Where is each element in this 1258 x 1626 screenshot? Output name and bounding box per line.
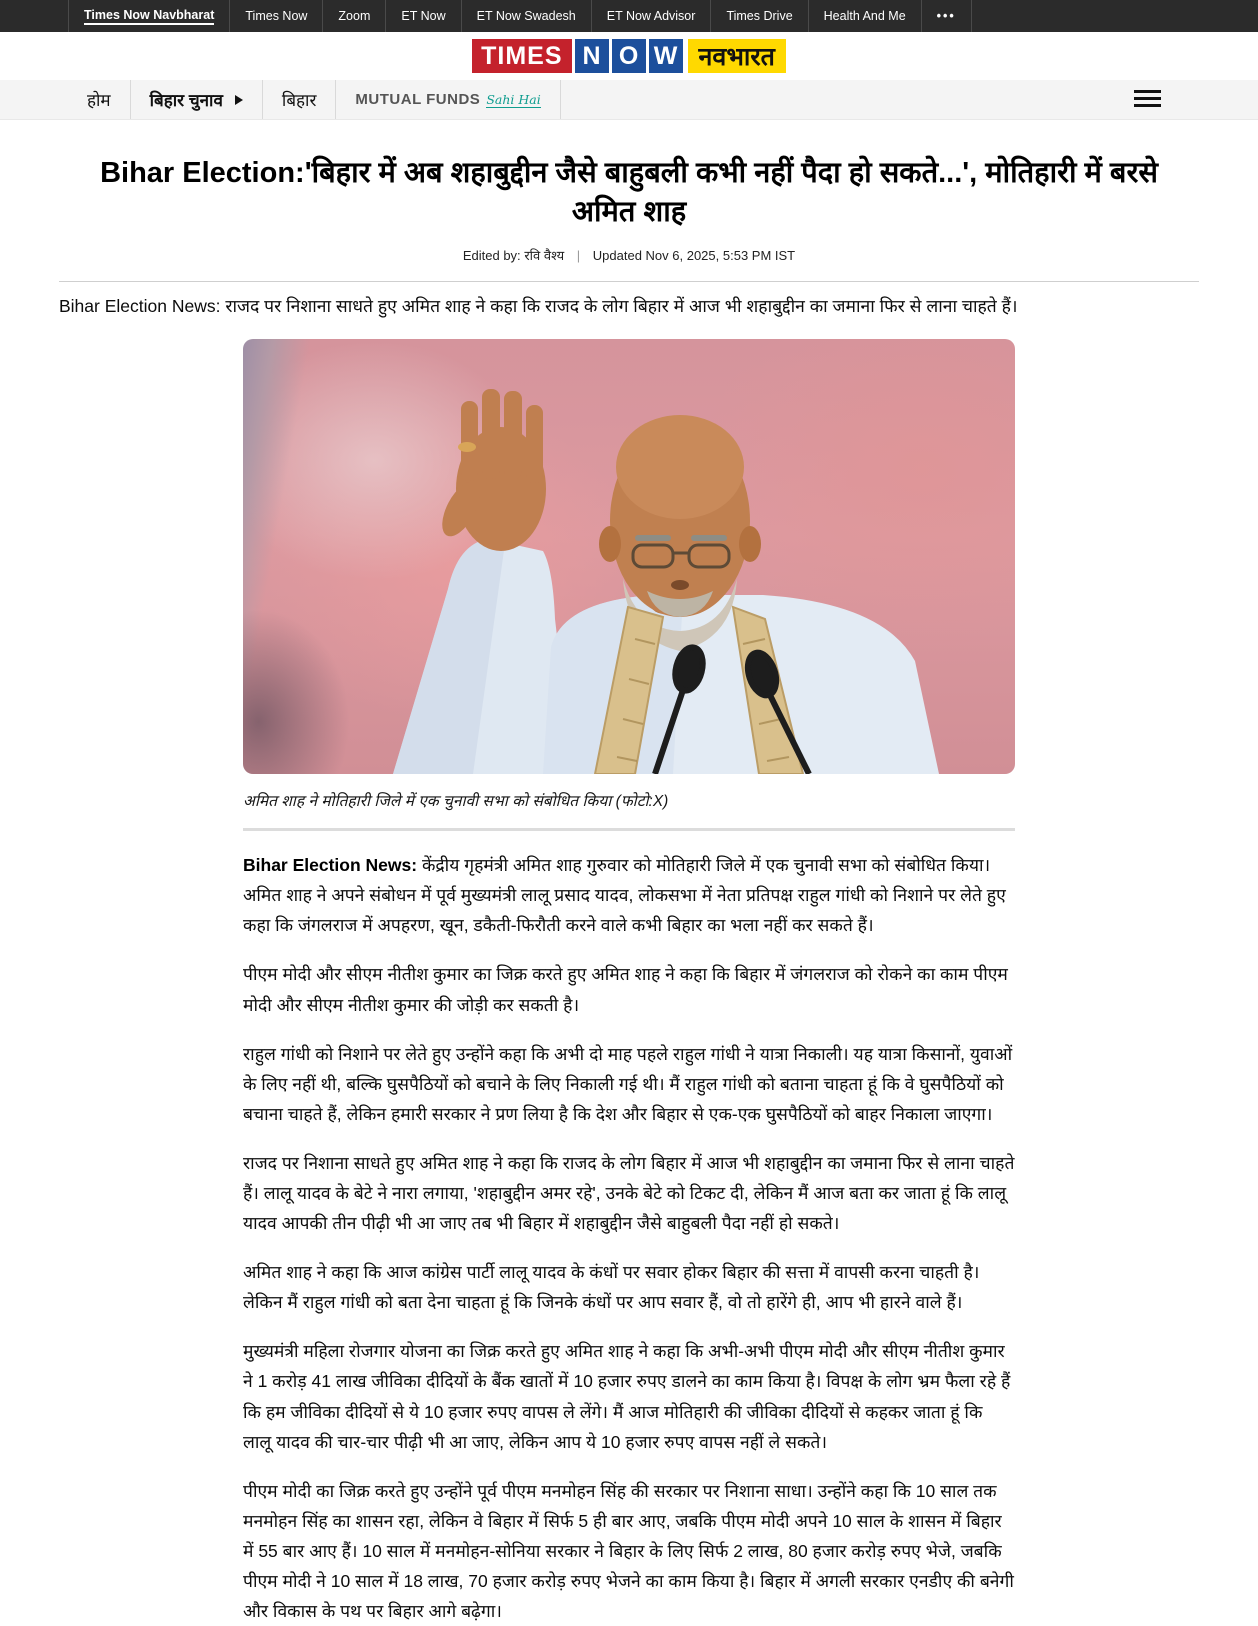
summary-label: Bihar Election News: — [59, 296, 221, 316]
divider — [243, 828, 1015, 831]
logo-times-block: TIMES — [472, 39, 571, 73]
topnav-et-now[interactable] — [386, 0, 461, 32]
topnav-times-drive[interactable] — [711, 0, 808, 32]
logo-w-block: W — [649, 39, 683, 73]
topnav-label: ET Now Swadesh — [476, 9, 576, 23]
logo-n-block: N — [575, 39, 609, 73]
topnav-times-now[interactable] — [230, 0, 323, 32]
article-body — [243, 339, 1015, 1626]
lead-text: केंद्रीय गृहमंत्री अमित शाह गुरुवार को मोतिहारी जिले में एक चुनावी सभा को संबोधित किया। अमित शाह ने अपने संबोधन में पूर्व मुख्यमंत्री लालू प्रसाद यादव, लोकसभा में नेता प्रतिपक्ष राहुल गांधी को निशाने पर लेते हुए कहा कि जंगलराज में अपहरण, खून, डकैती-फिरौती करने वाले कभी बिहार का भला नहीं कर सकते हैं। — [243, 855, 1006, 936]
topnav-et-now-swadesh[interactable] — [462, 0, 592, 32]
article-paragraph: राजद पर निशाना साधते हुए अमित शाह ने कहा कि राजद के लोग बिहार में आज भी शहाबुद्दीन का जमाना फिर से लाना चाहते हैं। लालू यादव के बेटे ने नारा लगाया, 'शहाबुद्दीन अमर रहे', उनके बेटे को टिकट दी, लेकिन मैं आज बता कर जाता हूं कि लालू यादव आपकी तीन पीढ़ी भी आ जाए तब भी बिहार में शहाबुद्दीन जैसे बाहुबली पैदा नहीं हो सकते। — [243, 1152, 1015, 1234]
byline — [59, 246, 1199, 264]
article-title: Bihar Election:'बिहार में अब शहाबुद्दीन जैसे बाहुबली कभी नहीं पैदा हो सकते...', मोतिहारी में बरसे अमित शाह — [100, 157, 1158, 228]
summary-text: राजद पर निशाना साधते हुए अमित शाह ने कहा कि राजद के लोग बिहार में आज भी शहाबुद्दीन का जमाना फिर से लाना चाहते हैं। — [225, 296, 1018, 316]
brand-logo[interactable] — [472, 39, 786, 73]
edited-by-label: Edited by: — [462, 248, 521, 263]
byline-separator: | — [576, 248, 581, 263]
chevron-right-icon — [235, 95, 243, 105]
article — [59, 154, 1199, 1626]
article-summary — [59, 293, 1199, 320]
hamburger-menu-icon[interactable] — [1134, 90, 1161, 110]
topnav-et-now-advisor[interactable] — [592, 0, 712, 32]
topnav-times-now-navbharat[interactable] — [68, 0, 230, 32]
masthead — [0, 32, 1258, 80]
topnav-label: ET Now Advisor — [606, 9, 696, 23]
topnav-label: Zoom — [338, 9, 371, 23]
article-paragraph — [243, 850, 1015, 940]
speaker-illustration — [243, 339, 1015, 774]
nav-label: बिहार चुनाव — [149, 91, 223, 110]
nav-label: बिहार — [281, 91, 317, 110]
network-bar — [0, 0, 1258, 32]
image-caption: अमित शाह ने मोतिहारी जिले में एक चुनावी सभा को संबोधित किया (फोटो:X) — [243, 793, 669, 811]
author-name: रवि वैश्य — [524, 248, 565, 263]
topnav-health-and-me[interactable] — [809, 0, 922, 32]
nav-item-bihar-chunav[interactable] — [131, 80, 263, 119]
mutual-funds-label: MUTUAL FUNDS — [355, 91, 481, 108]
article-paragraph: राहुल गांधी को निशाने पर लेते हुए उन्होंने कहा कि अभी दो माह पहले राहुल गांधी ने यात्रा निकाली। यह यात्रा किसानों, युवाओं के लिए नहीं थी, बल्कि घुसपैठियों को बचाने के लिए निकाली गई थी। मैं राहुल गांधी को बताना चाहता हूं कि वे घुसपैठियों को बचाना चाहते हैं, लेकिन हमारी सरकार ने प्रण लिया है कि देश और बिहार से एक-एक घुसपैठियों को बाहर निकाला जाएगा। — [243, 1043, 1013, 1124]
nav-item-bihar[interactable] — [263, 80, 337, 119]
logo-o-block: O — [612, 39, 646, 73]
section-nav — [0, 80, 1258, 120]
topnav-zoom[interactable] — [323, 0, 386, 32]
nav-item-home[interactable] — [68, 80, 131, 119]
more-menu-icon[interactable] — [922, 0, 972, 32]
more-dots: ••• — [936, 9, 956, 23]
article-paragraph: पीएम मोदी और सीएम नीतीश कुमार का जिक्र करते हुए अमित शाह ने कहा कि बिहार में जंगलराज को रोकने का काम पीएम मोदी और सीएम नीतीश कुमार की जोड़ी कर सकती है। — [243, 964, 1008, 1015]
divider — [59, 281, 1199, 282]
nav-item-mutual-funds[interactable] — [336, 80, 560, 119]
topnav-label: Health And Me — [823, 9, 906, 23]
article-paragraph: अमित शाह ने कहा कि आज कांग्रेस पार्टी लालू यादव के कंधों पर सवार होकर बिहार की सत्ता में वापसी करना चाहती है। लेकिन मैं राहुल गांधी को बता देना चाहता हूं कि जिनके कंधों पर आप सवार हैं, वो तो हारेंगे ही, आप भी हारने वाले हैं। — [243, 1262, 980, 1313]
topnav-label: Times Now — [245, 9, 308, 23]
topnav-label: Times Drive — [726, 9, 793, 23]
lead-label: Bihar Election News: — [243, 855, 418, 876]
sahi-hai-label: Sahi Hai — [486, 91, 541, 107]
article-paragraph: पीएम मोदी का जिक्र करते हुए उन्होंने पूर्व पीएम मनमोहन सिंह की सरकार पर निशाना साधा। उन्होंने कहा कि 10 साल तक मनमोहन सिंह का शासन रहा, लेकिन वे बिहार में सिर्फ 5 ही बार आए, जबकि पीएम मोदी अपने 10 साल के शासन में बिहार में 55 बार आए हैं। 10 साल में मनमोहन-सोनिया सरकार ने बिहार के लिए सिर्फ 2 लाख, 80 हजार करोड़ रुपए भेजे, जबकि पीएम मोदी ने 10 साल में 18 लाख, 70 हजार करोड़ रुपए भेजने का काम किया है। बिहार में अगली सरकार एनडीए की बनेगी और विकास के पथ पर बिहार आगे बढ़ेगा। — [243, 1480, 1014, 1622]
topnav-label: ET Now — [401, 9, 446, 23]
topnav-label: Times Now Navbharat — [84, 8, 214, 25]
article-paragraph: मुख्यमंत्री महिला रोजगार योजना का जिक्र करते हुए अमित शाह ने कहा कि अभी-अभी पीएम मोदी और सीएम नीतीश कुमार ने 1 करोड़ 41 लाख जीविका दीदियों के बैंक खातों में 10 हजार रुपए डालने का काम किया है। विपक्ष के लोग भ्रम फैला रहे हैं कि हम जीविका दीदियों से ये 10 हजार रुपए वापस ले लेंगे। मैं आज मोतिहारी की जीविका दीदियों से कहकर जाता हूं कि लालू यादव की चार-चार पीढ़ी भी आ जाए, लेकिन आप ये 10 हजार रुपए वापस नहीं ले सकते। — [243, 1341, 1011, 1452]
nav-label: होम — [87, 91, 111, 110]
article-image — [243, 339, 1015, 774]
logo-navbharat-block: नवभारत — [688, 39, 786, 73]
updated-timestamp: Updated Nov 6, 2025, 5:53 PM IST — [592, 248, 796, 263]
